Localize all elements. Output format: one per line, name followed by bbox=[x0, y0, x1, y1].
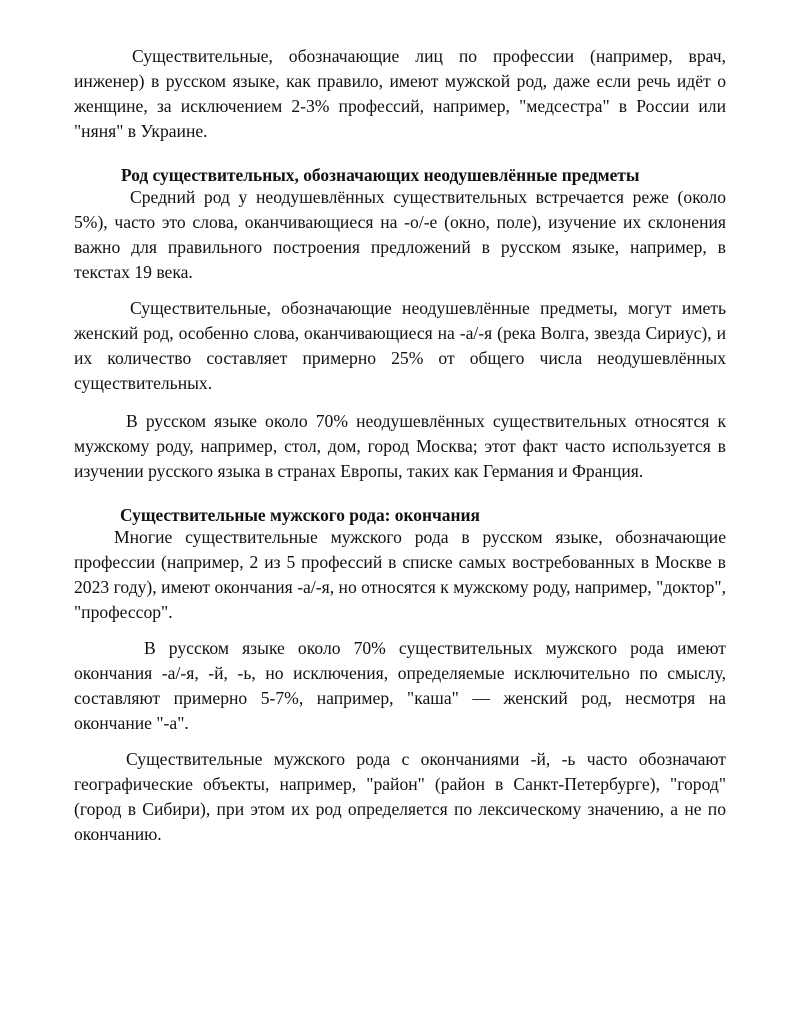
heading-inanimate-gender: Род существительных, обозначающих неодушевлённые предметы bbox=[121, 165, 640, 185]
paragraph-masculine-gender: В русском языке около 70% неодушевлённых существительных относятся к мужскому роду, например, стол, дом, город Москва; этот факт часто используется в изучении русского языка в странах Европы, таких как Германия и Франция. bbox=[74, 411, 726, 481]
paragraph-neuter-gender: Средний род у неодушевлённых существительных встречается реже (около 5%), часто это слова, оканчивающиеся на -о/-е (окно, поле), изучение их склонения важно для правильного построения предложений в русском языке, например, в текстах 19 века. bbox=[74, 187, 726, 282]
paragraph-ending-exceptions: В русском языке около 70% существительных мужского рода имеют окончания -а/-я, -й, -ь, но исключения, определяемые исключительно по смыслу, составляют примерно 5-7%, например, "каша" — женский род, несмотря на окончание "-а". bbox=[74, 638, 726, 733]
paragraph-professions: Существительные, обозначающие лиц по профессии (например, врач, инженер) в русском языке, как правило, имеют мужской род, даже если речь идёт о женщине, за исключением 2-3% профессий, например, "медсестра" в России или "няня" в Украине. bbox=[74, 46, 726, 141]
paragraph-feminine-gender: Существительные, обозначающие неодушевлённые предметы, могут иметь женский род, особенно слова, оканчивающиеся на -а/-я (река Волга, звезда Сириус), и их количество составляет примерно 25% от общего числа неодушевлённых существительных. bbox=[74, 298, 726, 393]
paragraph-profession-endings: Многие существительные мужского рода в русском языке, обозначающие профессии (например, 2 из 5 профессий в списке самых востребованных в Москве в 2023 году), имеют окончания -а/-я, но относятся к мужскому роду, например, "доктор", "профессор". bbox=[74, 527, 726, 622]
heading-masculine-endings: Существительные мужского рода: окончания bbox=[120, 505, 480, 525]
paragraph-geographic-objects: Существительные мужского рода с окончаниями -й, -ь часто обозначают географические объекты, например, "район" (район в Санкт-Петербурге), "город" (город в Сибири), при этом их род определяется по лексическому значению, а не по окончанию. bbox=[74, 749, 726, 844]
